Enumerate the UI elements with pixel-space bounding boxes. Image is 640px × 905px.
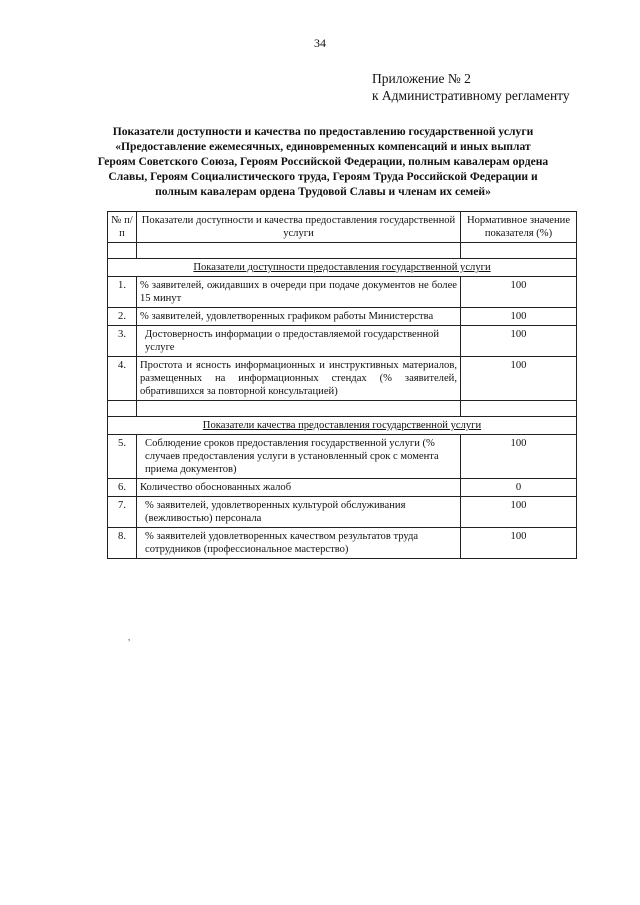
row-indicator: Достоверность информации о предоставляемой государственной услуге: [137, 326, 461, 357]
spacer-cell: [461, 401, 577, 417]
scan-speck: ,: [128, 632, 131, 642]
row-value: 0: [461, 479, 577, 497]
table-row: [108, 308, 577, 326]
header-num: № п/п: [108, 212, 137, 243]
title-line-1: Показатели доступности и качества по предоставлению государственной услуги: [112, 125, 534, 138]
spacer-cell: [108, 401, 137, 417]
header-value: Нормативное значение показателя (%): [461, 212, 577, 243]
row-num: 8.: [108, 528, 137, 559]
table-row: [108, 528, 577, 559]
section-heading-row: [108, 417, 577, 435]
row-num: 2.: [108, 308, 137, 326]
row-indicator: % заявителей, удовлетворенных культурой обслуживания (вежливостью) персонала: [137, 497, 461, 528]
table-row: [108, 479, 577, 497]
row-indicator: % заявителей, ожидавших в очереди при подаче документов не более 15 минут: [137, 277, 461, 308]
row-indicator: Простота и ясность информационных и инструктивных материалов, размещенных на информационных стендах (% заявителей, обратившихся за повторной консультацией): [137, 357, 461, 401]
row-value: 100: [461, 326, 577, 357]
row-indicator: Соблюдение сроков предоставления государственной услуги (% случаев предоставления услуги в установленный срок с момента приема документов): [137, 435, 461, 479]
table-row: [108, 277, 577, 308]
appendix-note: [372, 70, 570, 104]
table-row: [108, 357, 577, 401]
table-row: [108, 435, 577, 479]
document-title: [88, 124, 558, 199]
row-indicator: Количество обоснованных жалоб: [137, 479, 461, 497]
section-1-title: Показатели доступности предоставления государственной услуги: [108, 259, 577, 277]
row-indicator: % заявителей удовлетворенных качеством результатов труда сотрудников (профессиональное мастерство): [137, 528, 461, 559]
page-number: 34: [314, 36, 326, 50]
row-value: 100: [461, 528, 577, 559]
appendix-line-1: Приложение № 2: [372, 71, 471, 86]
row-value: 100: [461, 435, 577, 479]
indicators-table: [107, 211, 577, 559]
row-num: 5.: [108, 435, 137, 479]
header-indicator: Показатели доступности и качества предоставления государственной услуги: [137, 212, 461, 243]
table-row: [108, 497, 577, 528]
row-value: 100: [461, 357, 577, 401]
title-line-4: Славы, Героям Социалистического труда, Героям Труда Российской Федерации и: [108, 170, 538, 183]
row-indicator: % заявителей, удовлетворенных графиком работы Министерства: [137, 308, 461, 326]
row-value: 100: [461, 497, 577, 528]
spacer-cell: [461, 243, 577, 259]
row-num: 3.: [108, 326, 137, 357]
title-line-3: Героям Советского Союза, Героям Российской Федерации, полным кавалерам ордена: [97, 155, 549, 168]
row-value: 100: [461, 277, 577, 308]
row-value: 100: [461, 308, 577, 326]
table-header-row: [108, 212, 577, 243]
spacer-cell: [108, 243, 137, 259]
spacer-row: [108, 401, 577, 417]
row-num: 1.: [108, 277, 137, 308]
section-2-title: Показатели качества предоставления государственной услуги: [108, 417, 577, 435]
row-num: 7.: [108, 497, 137, 528]
row-num: 6.: [108, 479, 137, 497]
table-row: [108, 326, 577, 357]
title-line-5: полным кавалерам ордена Трудовой Славы и членам их семей»: [155, 185, 491, 198]
appendix-line-2: к Административному регламенту: [372, 88, 570, 103]
section-heading-row: [108, 259, 577, 277]
spacer-cell: [137, 243, 461, 259]
row-num: 4.: [108, 357, 137, 401]
title-line-2: «Предоставление ежемесячных, единовременных компенсаций и иных выплат: [115, 140, 531, 153]
spacer-cell: [137, 401, 461, 417]
spacer-row: [108, 243, 577, 259]
